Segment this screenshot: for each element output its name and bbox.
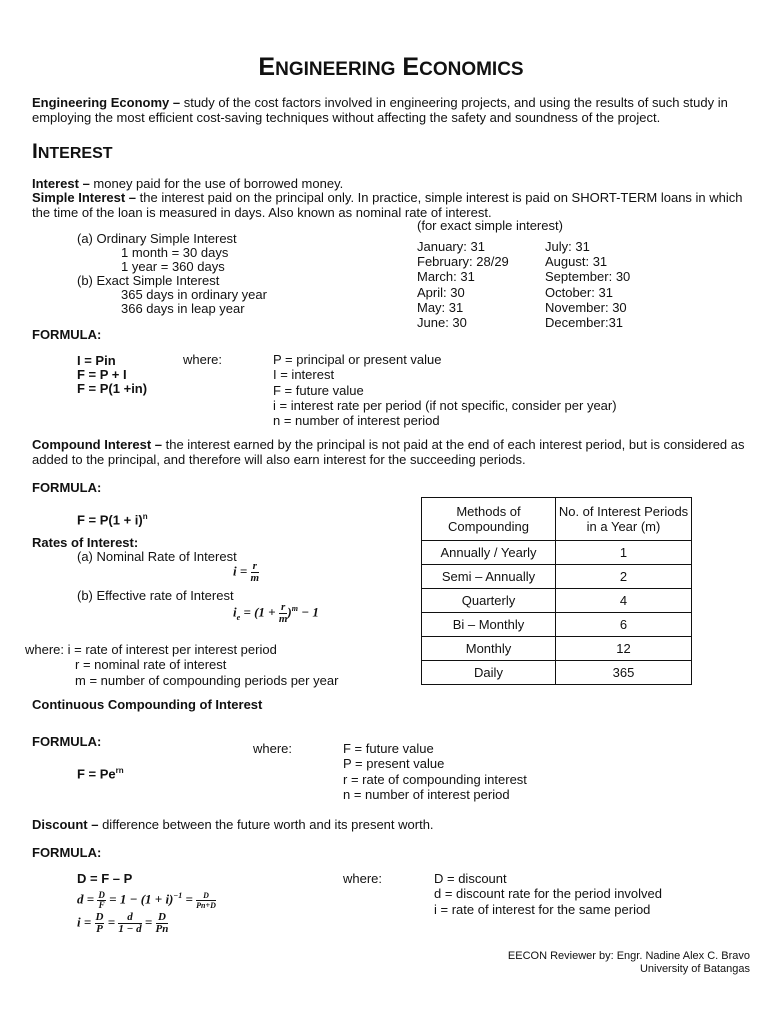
where-item: I = interest <box>273 367 335 383</box>
interest-definition: Interest – money paid for the use of borrowed money. <box>32 176 344 191</box>
formula-label: FORMULA: <box>32 480 102 495</box>
where-item: i = rate of interest for the same period <box>434 901 651 917</box>
compound-interest-definition: Compound Interest – the interest earned by the principal is not paid at the end of each interest period, but is considered as added to the principal, and therefore will also earn interest for the succeeding periods. <box>32 437 745 467</box>
page-title: ENGINEERING ECONOMICS <box>258 53 524 81</box>
discount-where-list <box>434 871 662 917</box>
rates-where-r: r = nominal rate of interest <box>75 657 227 672</box>
formula-label: FORMULA: <box>32 327 102 342</box>
where-label: where: <box>183 352 223 367</box>
simple-where-list <box>273 352 617 428</box>
where-item: D = discount <box>434 871 507 886</box>
month-item: October: 31 <box>545 284 613 300</box>
formula-label: FORMULA: <box>32 845 102 860</box>
where-item: F = future value <box>343 741 434 756</box>
table-row <box>422 661 692 685</box>
continuous-where-list <box>343 741 527 802</box>
months-right-column <box>545 239 630 330</box>
table-cell: 4 <box>556 589 692 613</box>
exact-note: (for exact simple interest) <box>417 218 563 233</box>
footer-author: EECON Reviewer by: Engr. Nadine Alex C. Bravo <box>507 950 750 962</box>
effective-formula: $i_e = (1$ + $\frac{r}{m}$ )$^m$ − 1 <box>233 600 319 625</box>
exact-simple-interest: (b) Exact Simple Interest <box>77 273 220 288</box>
discount-formula-2: d = $\frac{D}{F}$ = $1 - (1 + i)^{-1}$ = $\frac{D}{Pn+D}$ <box>77 889 216 910</box>
where-item: n = number of interest period <box>343 786 510 802</box>
table-cell: Semi – Annually <box>422 565 556 589</box>
table-row <box>422 589 692 613</box>
simple-interest-definition: Simple Interest – the interest paid on the principal only. In practice, simple interest is paid on SHORT-TERM loans in which the time of the loan is measured in days. Also known as nominal rate of interest. <box>32 190 743 220</box>
ordinary-simple-interest: (a) Ordinary Simple Interest <box>77 231 237 246</box>
rates-where-m: m = number of compounding periods per year <box>75 673 339 688</box>
table-row <box>422 565 692 589</box>
month-item: June: 30 <box>417 315 467 331</box>
nominal-rate-label: (a) Nominal Rate of Interest <box>77 549 237 564</box>
table-row <box>422 637 692 661</box>
effective-rate-label: (b) Effective rate of Interest <box>77 588 234 603</box>
table-cell: Monthly <box>422 637 556 661</box>
where-item: P = present value <box>343 756 445 772</box>
formula-line: F = P + I <box>77 367 127 382</box>
where-item: n = number of interest period <box>273 413 440 429</box>
where-item: F = future value <box>273 382 364 398</box>
engineering-economy-definition: Engineering Economy – study of the cost factors involved in engineering projects, and using the results of such study in employing the most efficient cost-saving techniques without affecting the safety and soundness of the project. <box>32 95 728 125</box>
month-item: January: 31 <box>417 239 485 254</box>
month-item: March: 31 <box>417 269 475 285</box>
compounding-table <box>421 497 692 685</box>
footer-institution: University of Batangas <box>639 963 750 975</box>
table-cell: 6 <box>556 613 692 637</box>
simple-formulas <box>77 354 147 396</box>
month-item: September: 30 <box>545 269 631 285</box>
nominal-formula: i = $\frac{r}{m}$ <box>233 560 260 584</box>
where-item: P = principal or present value <box>273 352 442 367</box>
table-cell: 1 <box>556 541 692 565</box>
table-cell: 365 <box>556 661 692 685</box>
where-label: where: <box>253 741 293 756</box>
table-header: No. of Interest Periods in a Year (m) <box>556 498 692 541</box>
compound-formula: $F = P(1 + i)^n$ <box>77 512 148 528</box>
discount-formula-1: D = F – P <box>77 871 133 886</box>
where-item: i = interest rate per period (if not specific, consider per year) <box>273 397 617 413</box>
footer <box>508 950 750 976</box>
table-cell: Daily <box>422 661 556 685</box>
where-item: r = rate of compounding interest <box>343 771 527 787</box>
month-item: December:31 <box>545 315 624 331</box>
month-item: August: 31 <box>545 254 608 270</box>
formula-label: FORMULA: <box>32 734 102 749</box>
table-header-row <box>422 498 692 541</box>
table-cell: Annually / Yearly <box>422 541 556 565</box>
formula-line: I = Pin <box>77 353 116 368</box>
rates-heading: Rates of Interest: <box>32 535 139 550</box>
table-cell: 2 <box>556 565 692 589</box>
months-left-column <box>417 239 509 330</box>
rates-where-i: where: i = rate of interest per interest period <box>25 642 277 657</box>
month-item: April: 30 <box>417 284 465 300</box>
table-row <box>422 541 692 565</box>
discount-formula-3: i = $\frac{D}{P}$ = $\frac{d}{1 - d}$ = $\frac{D}{Pn}$ <box>77 911 169 935</box>
month-item: July: 31 <box>545 239 590 254</box>
continuous-formula: $F = Pe^{rn}$ <box>77 766 124 782</box>
where-item: d = discount rate for the period involved <box>434 886 663 902</box>
ordinary-year: 1 year = 360 days <box>121 259 225 274</box>
month-item: February: 28/29 <box>417 254 509 270</box>
table-cell: 12 <box>556 637 692 661</box>
continuous-heading: Continuous Compounding of Interest <box>32 697 263 712</box>
exact-leap-year: 366 days in leap year <box>121 301 245 316</box>
where-label: where: <box>343 871 383 886</box>
month-item: May: 31 <box>417 299 464 315</box>
discount-definition: Discount – difference between the future worth and its present worth. <box>32 817 434 832</box>
ordinary-month: 1 month = 30 days <box>121 245 229 260</box>
table-cell: Bi – Monthly <box>422 613 556 637</box>
table-row <box>422 613 692 637</box>
formula-line: F = P(1 +in) <box>77 381 148 396</box>
month-item: November: 30 <box>545 299 627 315</box>
exact-ordinary-year: 365 days in ordinary year <box>121 287 267 302</box>
table-header: Methods of Compounding <box>422 498 556 541</box>
interest-heading: INTEREST <box>32 140 113 163</box>
table-cell: Quarterly <box>422 589 556 613</box>
